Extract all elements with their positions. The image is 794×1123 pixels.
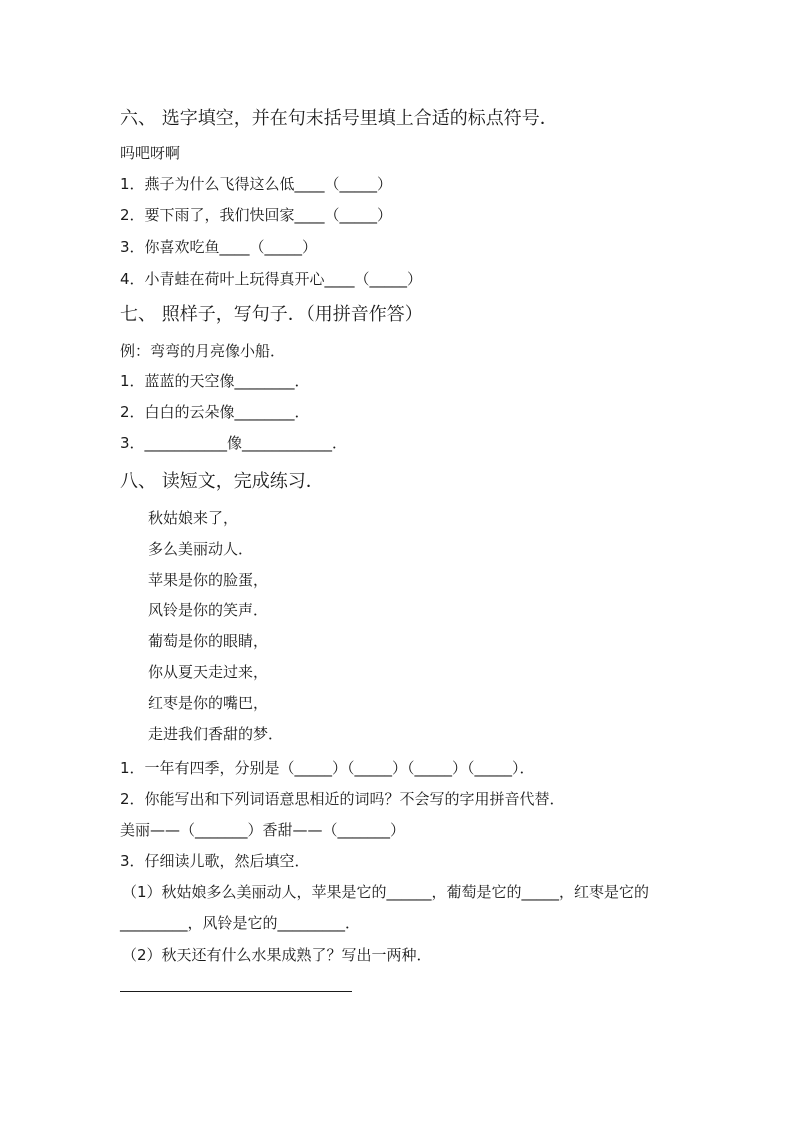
question-3-1: （1）秋姑娘多么美丽动人，苹果是它的______，葡萄是它的_____，红枣是它的 xyxy=(122,883,650,901)
poem-line: 红枣是你的嘴巴， xyxy=(148,694,269,712)
section-8-heading: 八、 读短文，完成练习． xyxy=(120,471,324,492)
poem-line: 苹果是你的脸蛋， xyxy=(148,571,269,589)
question-2: 2．你能写出和下列词语意思相近的词吗？不会写的字用拼音代替． xyxy=(120,790,565,808)
word-bank: 吗吧呀啊 xyxy=(120,144,181,162)
question-item: 2．要下雨了，我们快回家____（_____） xyxy=(120,206,393,224)
poem-line: 风铃是你的笑声． xyxy=(148,601,269,619)
question-3-2: （2）秋天还有什么水果成熟了？写出一两种． xyxy=(122,946,432,964)
question-item: 2．白白的云朵像________． xyxy=(120,403,310,421)
section-6-heading: 六、 选字填空，并在句末括号里填上合适的标点符号． xyxy=(120,108,558,129)
question-3: 3．仔细读儿歌，然后填空． xyxy=(120,852,310,870)
question-1: 1．一年有四季，分别是（_____）（_____）（_____）（_____）． xyxy=(120,759,535,777)
question-item: 1．蓝蓝的天空像________． xyxy=(120,372,310,390)
section-7-heading: 七、 照样子，写句子．（用拼音作答） xyxy=(120,304,423,325)
poem-line: 你从夏天走过来， xyxy=(148,663,269,681)
question-item: 3．___________像____________． xyxy=(120,434,348,452)
poem-line: 多么美丽动人． xyxy=(148,540,254,558)
poem-line: 走进我们香甜的梦． xyxy=(148,725,284,743)
poem-line: 秋姑娘来了， xyxy=(148,509,239,527)
question-item: 4．小青蛙在荷叶上玩得真开心____（_____） xyxy=(120,270,423,288)
example-sentence: 例：弯弯的月亮像小船． xyxy=(120,342,286,360)
question-item: 3．你喜欢吃鱼____（_____） xyxy=(120,238,318,256)
question-item: 1．燕子为什么飞得这么低____（_____） xyxy=(120,175,393,193)
answer-line xyxy=(120,991,352,992)
question-3-1-continued: _________，风铃是它的_________． xyxy=(120,914,361,932)
poem-line: 葡萄是你的眼睛， xyxy=(148,632,269,650)
question-2-answer: 美丽——（_______）香甜——（_______） xyxy=(120,821,406,839)
